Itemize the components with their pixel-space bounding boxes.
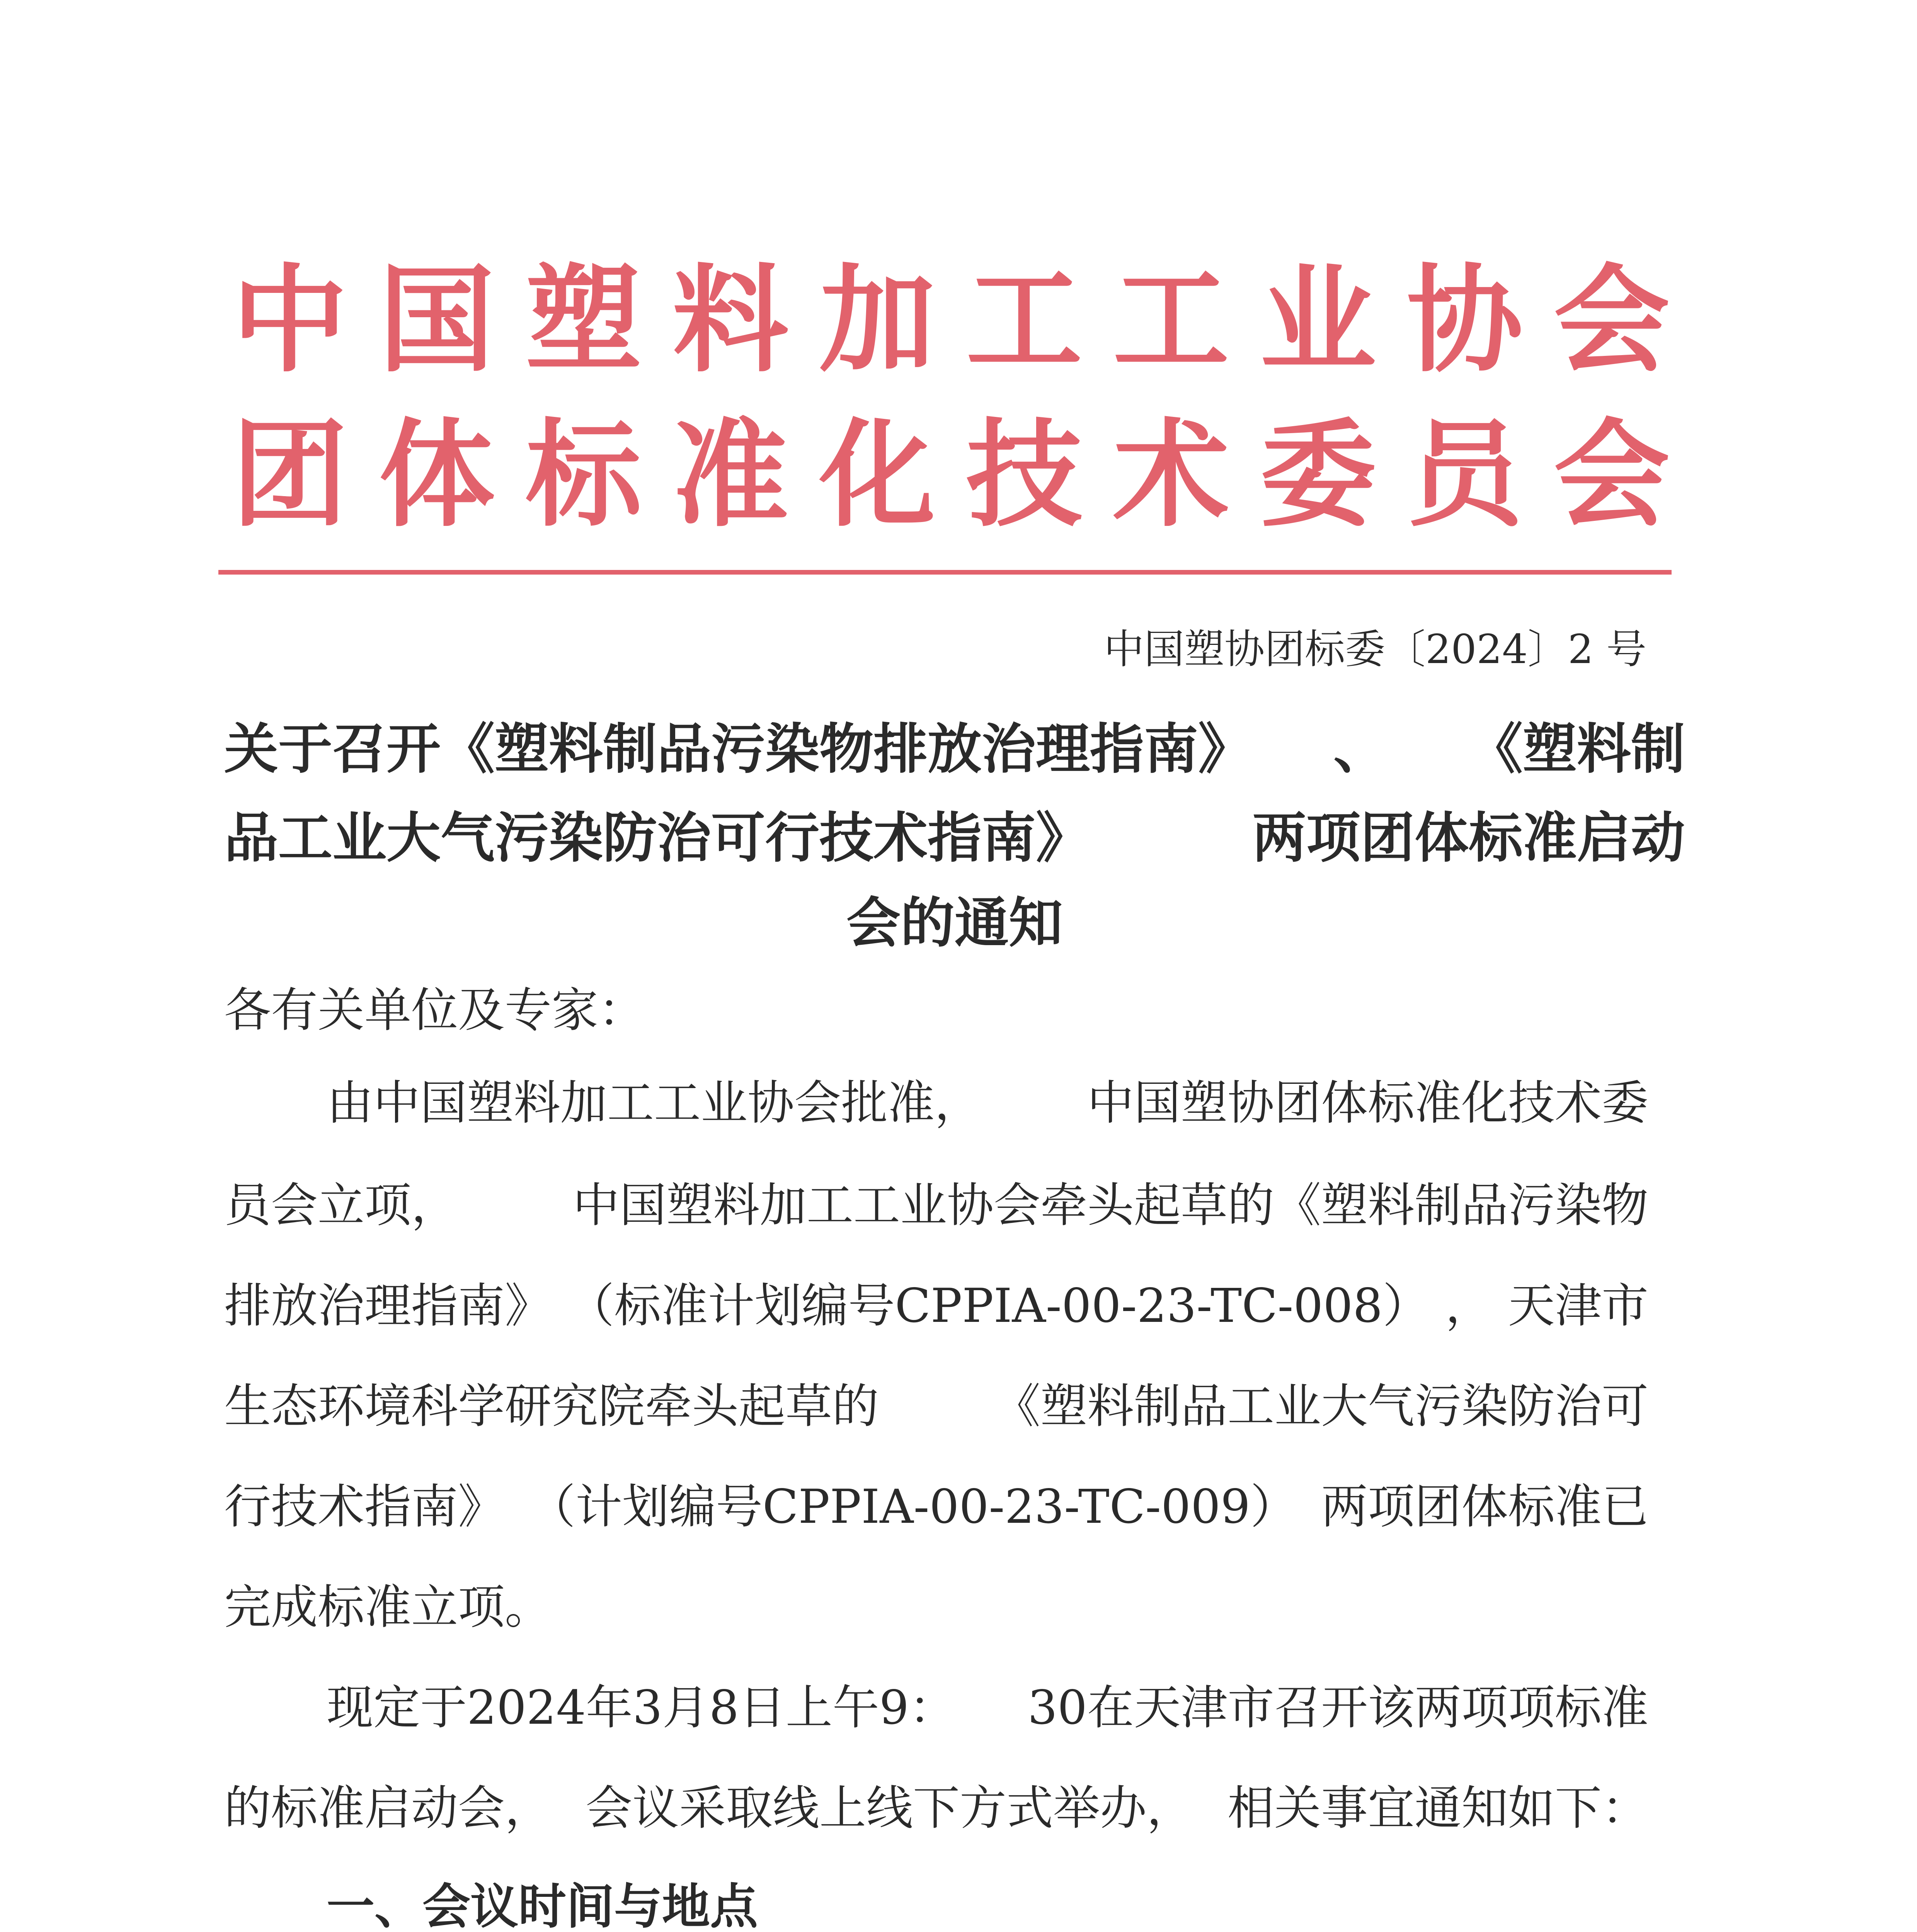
letterhead-char: 加 [819,253,935,388]
paragraph-text: 相关事宜通知如下： [1227,1781,1648,1835]
paragraph-text: 现定于2024年3月8日上午9： [327,1680,956,1735]
paragraph-text: 30在天津市召开该两项项标准 [1028,1680,1648,1735]
letterhead-char: 会 [1554,253,1670,388]
letterhead-char: 团 [232,408,348,543]
paragraph-1-line-4 [224,1378,1648,1435]
paragraph-text: 两项团体标准已 [1321,1480,1648,1534]
document-title-line-3: 会的通知 [846,892,1063,955]
document-number: 中国塑协团标委〔2024〕2 号 [1104,626,1646,673]
section-1-heading: 一、会议时间与地点 [327,1879,758,1932]
letterhead-char: 准 [672,408,788,543]
letterhead-char: 术 [1113,408,1229,543]
paragraph-text: 中国塑料加工工业协会牵头起草的《塑料制品污染物 [572,1178,1648,1233]
paragraph-text: 排放治理指南》 [224,1279,552,1333]
paragraph-1-line-5 [224,1478,1648,1536]
paragraph-text: 由中国塑料加工工业协会批准， [327,1076,982,1130]
paragraph-text: 员会立项， [224,1178,458,1233]
letterhead-line-2 [232,406,1670,545]
title-text: 《塑料制 [1468,718,1685,781]
letterhead-char: 技 [966,408,1082,543]
paragraph-text: （计划编号CPPIA-00-23-TC-009） [529,1480,1297,1534]
letterhead-char: 国 [379,253,495,388]
letterhead-char: 标 [526,408,642,543]
letterhead-divider [218,570,1672,575]
letterhead-char: 工 [966,253,1082,388]
letterhead-char: 化 [819,408,935,543]
title-text: 两项团体标准启动 [1252,807,1685,870]
paragraph-text: 会议采取线上线下方式举办， [585,1781,1193,1835]
letterhead-char: 中 [232,253,348,388]
letterhead-char: 工 [1113,253,1229,388]
paragraph-1-line-3 [224,1277,1648,1335]
title-text: 关于召开《塑料制品污染物排放治理指南》 [224,718,1253,781]
document-title-line-1 [224,715,1685,784]
paragraph-text: 生态环境科学研究院牵头起草的 [224,1379,879,1434]
paragraph-1-line-2 [224,1177,1648,1235]
paragraph-text: （标准计划编号CPPIA-00-23-TC-008） [567,1279,1430,1333]
letterhead-char: 协 [1407,253,1523,388]
paragraph-1-line-1 [327,1074,1648,1132]
letterhead-char: 委 [1260,408,1376,543]
paragraph-1-line-6: 完成标准立项。 [224,1580,552,1634]
paragraph-text: 天津市 [1508,1279,1648,1333]
paragraph-text: 行技术指南》 [224,1480,505,1534]
letterhead-line-1 [232,251,1670,390]
paragraph-2-line-1 [327,1679,1648,1737]
document-title-line-2 [224,804,1685,873]
title-text: 、 [1333,718,1388,781]
paragraph-2-line-2 [224,1779,1648,1837]
letterhead-char: 会 [1554,408,1670,543]
title-text: 品工业大气污染防治可行技术指南》 [224,807,1090,870]
letterhead-char: 料 [672,253,788,388]
paragraph-text: ， [1445,1279,1492,1333]
letterhead-char: 塑 [526,253,642,388]
letterhead-char: 业 [1260,253,1376,388]
salutation: 各有关单位及专家： [224,983,645,1037]
letterhead-char: 体 [379,408,495,543]
paragraph-text: 《塑料制品工业大气污染防治可 [993,1379,1648,1434]
paragraph-text: 的标准启动会， [224,1781,552,1835]
paragraph-text: 中国塑协团体标准化技术委 [1087,1076,1648,1130]
letterhead-char: 员 [1407,408,1523,543]
